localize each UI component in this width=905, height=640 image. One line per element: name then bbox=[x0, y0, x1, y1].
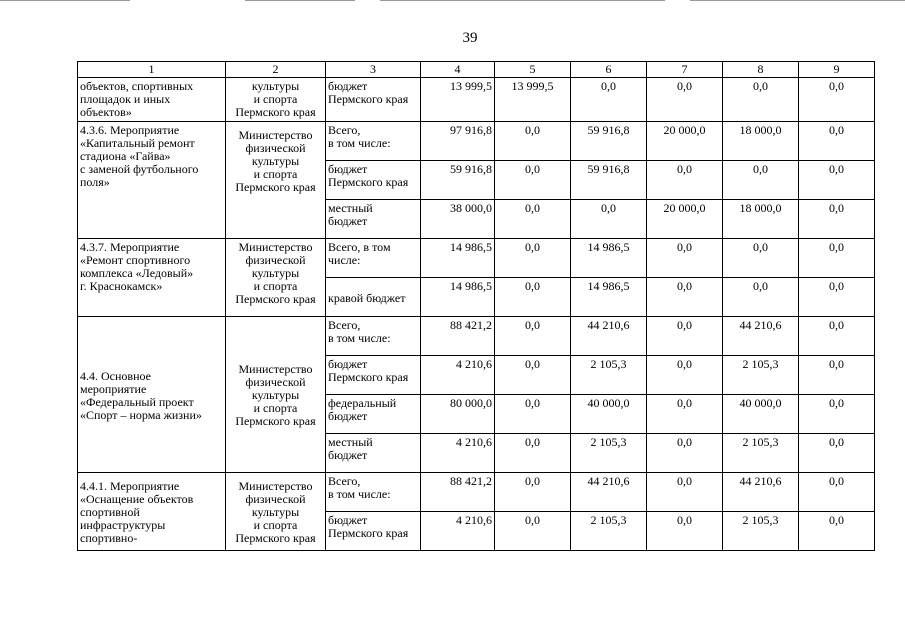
value-col-6: 0,0 bbox=[571, 78, 647, 122]
column-header: 7 bbox=[647, 62, 723, 78]
column-header: 2 bbox=[226, 62, 326, 78]
value-col-4: 14 986,5 bbox=[421, 239, 495, 278]
value-col-6: 44 210,6 bbox=[571, 473, 647, 512]
value-col-8: 2 105,3 bbox=[723, 356, 799, 395]
value-col-5: 0,0 bbox=[495, 317, 571, 356]
funding-source: бюджет Пермского края bbox=[326, 78, 421, 122]
budget-table bbox=[77, 61, 875, 551]
activity-name: 4.3.6. Мероприятие «Капитальный ремонт стадиона «Гайва» с заменой футбольного поля» bbox=[78, 122, 226, 239]
value-col-9: 0,0 bbox=[799, 434, 875, 473]
funding-source: местный бюджет bbox=[326, 200, 421, 239]
value-col-5: 0,0 bbox=[495, 395, 571, 434]
value-col-6: 59 916,8 bbox=[571, 161, 647, 200]
value-col-4: 59 916,8 bbox=[421, 161, 495, 200]
value-col-7: 20 000,0 bbox=[647, 200, 723, 239]
funding-source: кравой бюджет bbox=[326, 278, 421, 317]
value-col-8: 0,0 bbox=[723, 239, 799, 278]
value-col-4: 38 000,0 bbox=[421, 200, 495, 239]
activity-name: 4.4. Основное мероприятие «Федеральный проект «Спорт – норма жизни» bbox=[78, 317, 226, 473]
table-row bbox=[78, 473, 875, 512]
value-col-6: 59 916,8 bbox=[571, 122, 647, 161]
value-col-9: 0,0 bbox=[799, 356, 875, 395]
value-col-8: 18 000,0 bbox=[723, 122, 799, 161]
value-col-5: 0,0 bbox=[495, 356, 571, 395]
funding-source: местный бюджет bbox=[326, 434, 421, 473]
value-col-4: 4 210,6 bbox=[421, 512, 495, 551]
value-col-5: 0,0 bbox=[495, 200, 571, 239]
value-col-6: 2 105,3 bbox=[571, 434, 647, 473]
column-header: 4 bbox=[421, 62, 495, 78]
funding-source: бюджет Пермского края bbox=[326, 512, 421, 551]
value-col-5: 0,0 bbox=[495, 278, 571, 317]
funding-source: Всего, в том числе: bbox=[326, 317, 421, 356]
value-col-7: 20 000,0 bbox=[647, 122, 723, 161]
responsible-executor: культуры и спорта Пермского края bbox=[226, 78, 326, 122]
table-row bbox=[78, 239, 875, 278]
value-col-7: 0,0 bbox=[647, 434, 723, 473]
value-col-4: 88 421,2 bbox=[421, 473, 495, 512]
column-header: 8 bbox=[723, 62, 799, 78]
table-row bbox=[78, 122, 875, 161]
column-header: 5 bbox=[495, 62, 571, 78]
value-col-8: 0,0 bbox=[723, 161, 799, 200]
funding-source: Всего, в том числе: bbox=[326, 122, 421, 161]
value-col-6: 2 105,3 bbox=[571, 356, 647, 395]
table-row bbox=[78, 78, 875, 122]
column-header: 9 bbox=[799, 62, 875, 78]
scan-edge-line bbox=[245, 0, 355, 1]
value-col-7: 0,0 bbox=[647, 317, 723, 356]
value-col-4: 4 210,6 bbox=[421, 434, 495, 473]
value-col-6: 44 210,6 bbox=[571, 317, 647, 356]
value-col-5: 0,0 bbox=[495, 473, 571, 512]
responsible-executor-text: Министерство физической культуры и спорта Пермского края bbox=[235, 128, 316, 194]
value-col-5: 13 999,5 bbox=[495, 78, 571, 122]
value-col-6: 2 105,3 bbox=[571, 512, 647, 551]
value-col-6: 40 000,0 bbox=[571, 395, 647, 434]
value-col-5: 0,0 bbox=[495, 239, 571, 278]
value-col-8: 40 000,0 bbox=[723, 395, 799, 434]
value-col-5: 0,0 bbox=[495, 122, 571, 161]
value-col-5: 0,0 bbox=[495, 512, 571, 551]
value-col-8: 18 000,0 bbox=[723, 200, 799, 239]
value-col-9: 0,0 bbox=[799, 512, 875, 551]
value-col-9: 0,0 bbox=[799, 239, 875, 278]
value-col-9: 0,0 bbox=[799, 122, 875, 161]
funding-source: федеральный бюджет bbox=[326, 395, 421, 434]
value-col-8: 2 105,3 bbox=[723, 434, 799, 473]
value-col-9: 0,0 bbox=[799, 200, 875, 239]
value-col-8: 44 210,6 bbox=[723, 473, 799, 512]
value-col-7: 0,0 bbox=[647, 395, 723, 434]
responsible-executor: Министерство физической культуры и спорта Пермского края bbox=[226, 317, 326, 473]
scan-edge-line bbox=[380, 0, 665, 1]
value-col-4: 97 916,8 bbox=[421, 122, 495, 161]
page-number: 39 bbox=[462, 30, 478, 46]
value-col-6: 14 986,5 bbox=[571, 239, 647, 278]
value-col-9: 0,0 bbox=[799, 78, 875, 122]
column-header: 3 bbox=[326, 62, 421, 78]
value-col-5: 0,0 bbox=[495, 434, 571, 473]
value-col-9: 0,0 bbox=[799, 278, 875, 317]
value-col-6: 14 986,5 bbox=[571, 278, 647, 317]
value-col-7: 0,0 bbox=[647, 473, 723, 512]
value-col-7: 0,0 bbox=[647, 512, 723, 551]
funding-source: Всего, в том числе: bbox=[326, 473, 421, 512]
scan-edge-line bbox=[0, 0, 130, 1]
column-header: 1 bbox=[78, 62, 226, 78]
value-col-4: 14 986,5 bbox=[421, 278, 495, 317]
value-col-9: 0,0 bbox=[799, 395, 875, 434]
activity-name-text: 4.4.1. Мероприятие «Оснащение объектов спортивной инфраструктуры спортивно- bbox=[80, 479, 194, 545]
value-col-4: 88 421,2 bbox=[421, 317, 495, 356]
activity-name: 4.3.7. Мероприятие «Ремонт спортивного комплекса «Ледовый» г. Краснокамск» bbox=[78, 239, 226, 317]
table-header-row bbox=[78, 62, 875, 78]
value-col-7: 0,0 bbox=[647, 239, 723, 278]
value-col-9: 0,0 bbox=[799, 473, 875, 512]
funding-source: бюджет Пермского края bbox=[326, 356, 421, 395]
value-col-7: 0,0 bbox=[647, 278, 723, 317]
value-col-9: 0,0 bbox=[799, 317, 875, 356]
value-col-6: 0,0 bbox=[571, 200, 647, 239]
value-col-8: 2 105,3 bbox=[723, 512, 799, 551]
responsible-executor-text: Министерство физической культуры и спорта Пермского края bbox=[235, 479, 316, 545]
value-col-7: 0,0 bbox=[647, 161, 723, 200]
activity-name: объектов, спортивных площадок и иных объектов» bbox=[78, 78, 226, 122]
value-col-8: 0,0 bbox=[723, 78, 799, 122]
value-col-7: 0,0 bbox=[647, 356, 723, 395]
value-col-9: 0,0 bbox=[799, 161, 875, 200]
value-col-7: 0,0 bbox=[647, 78, 723, 122]
table-row bbox=[78, 317, 875, 356]
value-col-8: 0,0 bbox=[723, 278, 799, 317]
responsible-executor bbox=[226, 473, 326, 551]
activity-name bbox=[78, 473, 226, 551]
column-header: 6 bbox=[571, 62, 647, 78]
funding-source: бюджет Пермского края bbox=[326, 161, 421, 200]
scan-edge-line bbox=[690, 0, 905, 1]
value-col-4: 4 210,6 bbox=[421, 356, 495, 395]
value-col-8: 44 210,6 bbox=[723, 317, 799, 356]
responsible-executor bbox=[226, 122, 326, 239]
value-col-5: 0,0 bbox=[495, 161, 571, 200]
value-col-4: 13 999,5 bbox=[421, 78, 495, 122]
responsible-executor: Министерство физической культуры и спорта Пермского края bbox=[226, 239, 326, 317]
funding-source: Всего, в том числе: bbox=[326, 239, 421, 278]
value-col-4: 80 000,0 bbox=[421, 395, 495, 434]
